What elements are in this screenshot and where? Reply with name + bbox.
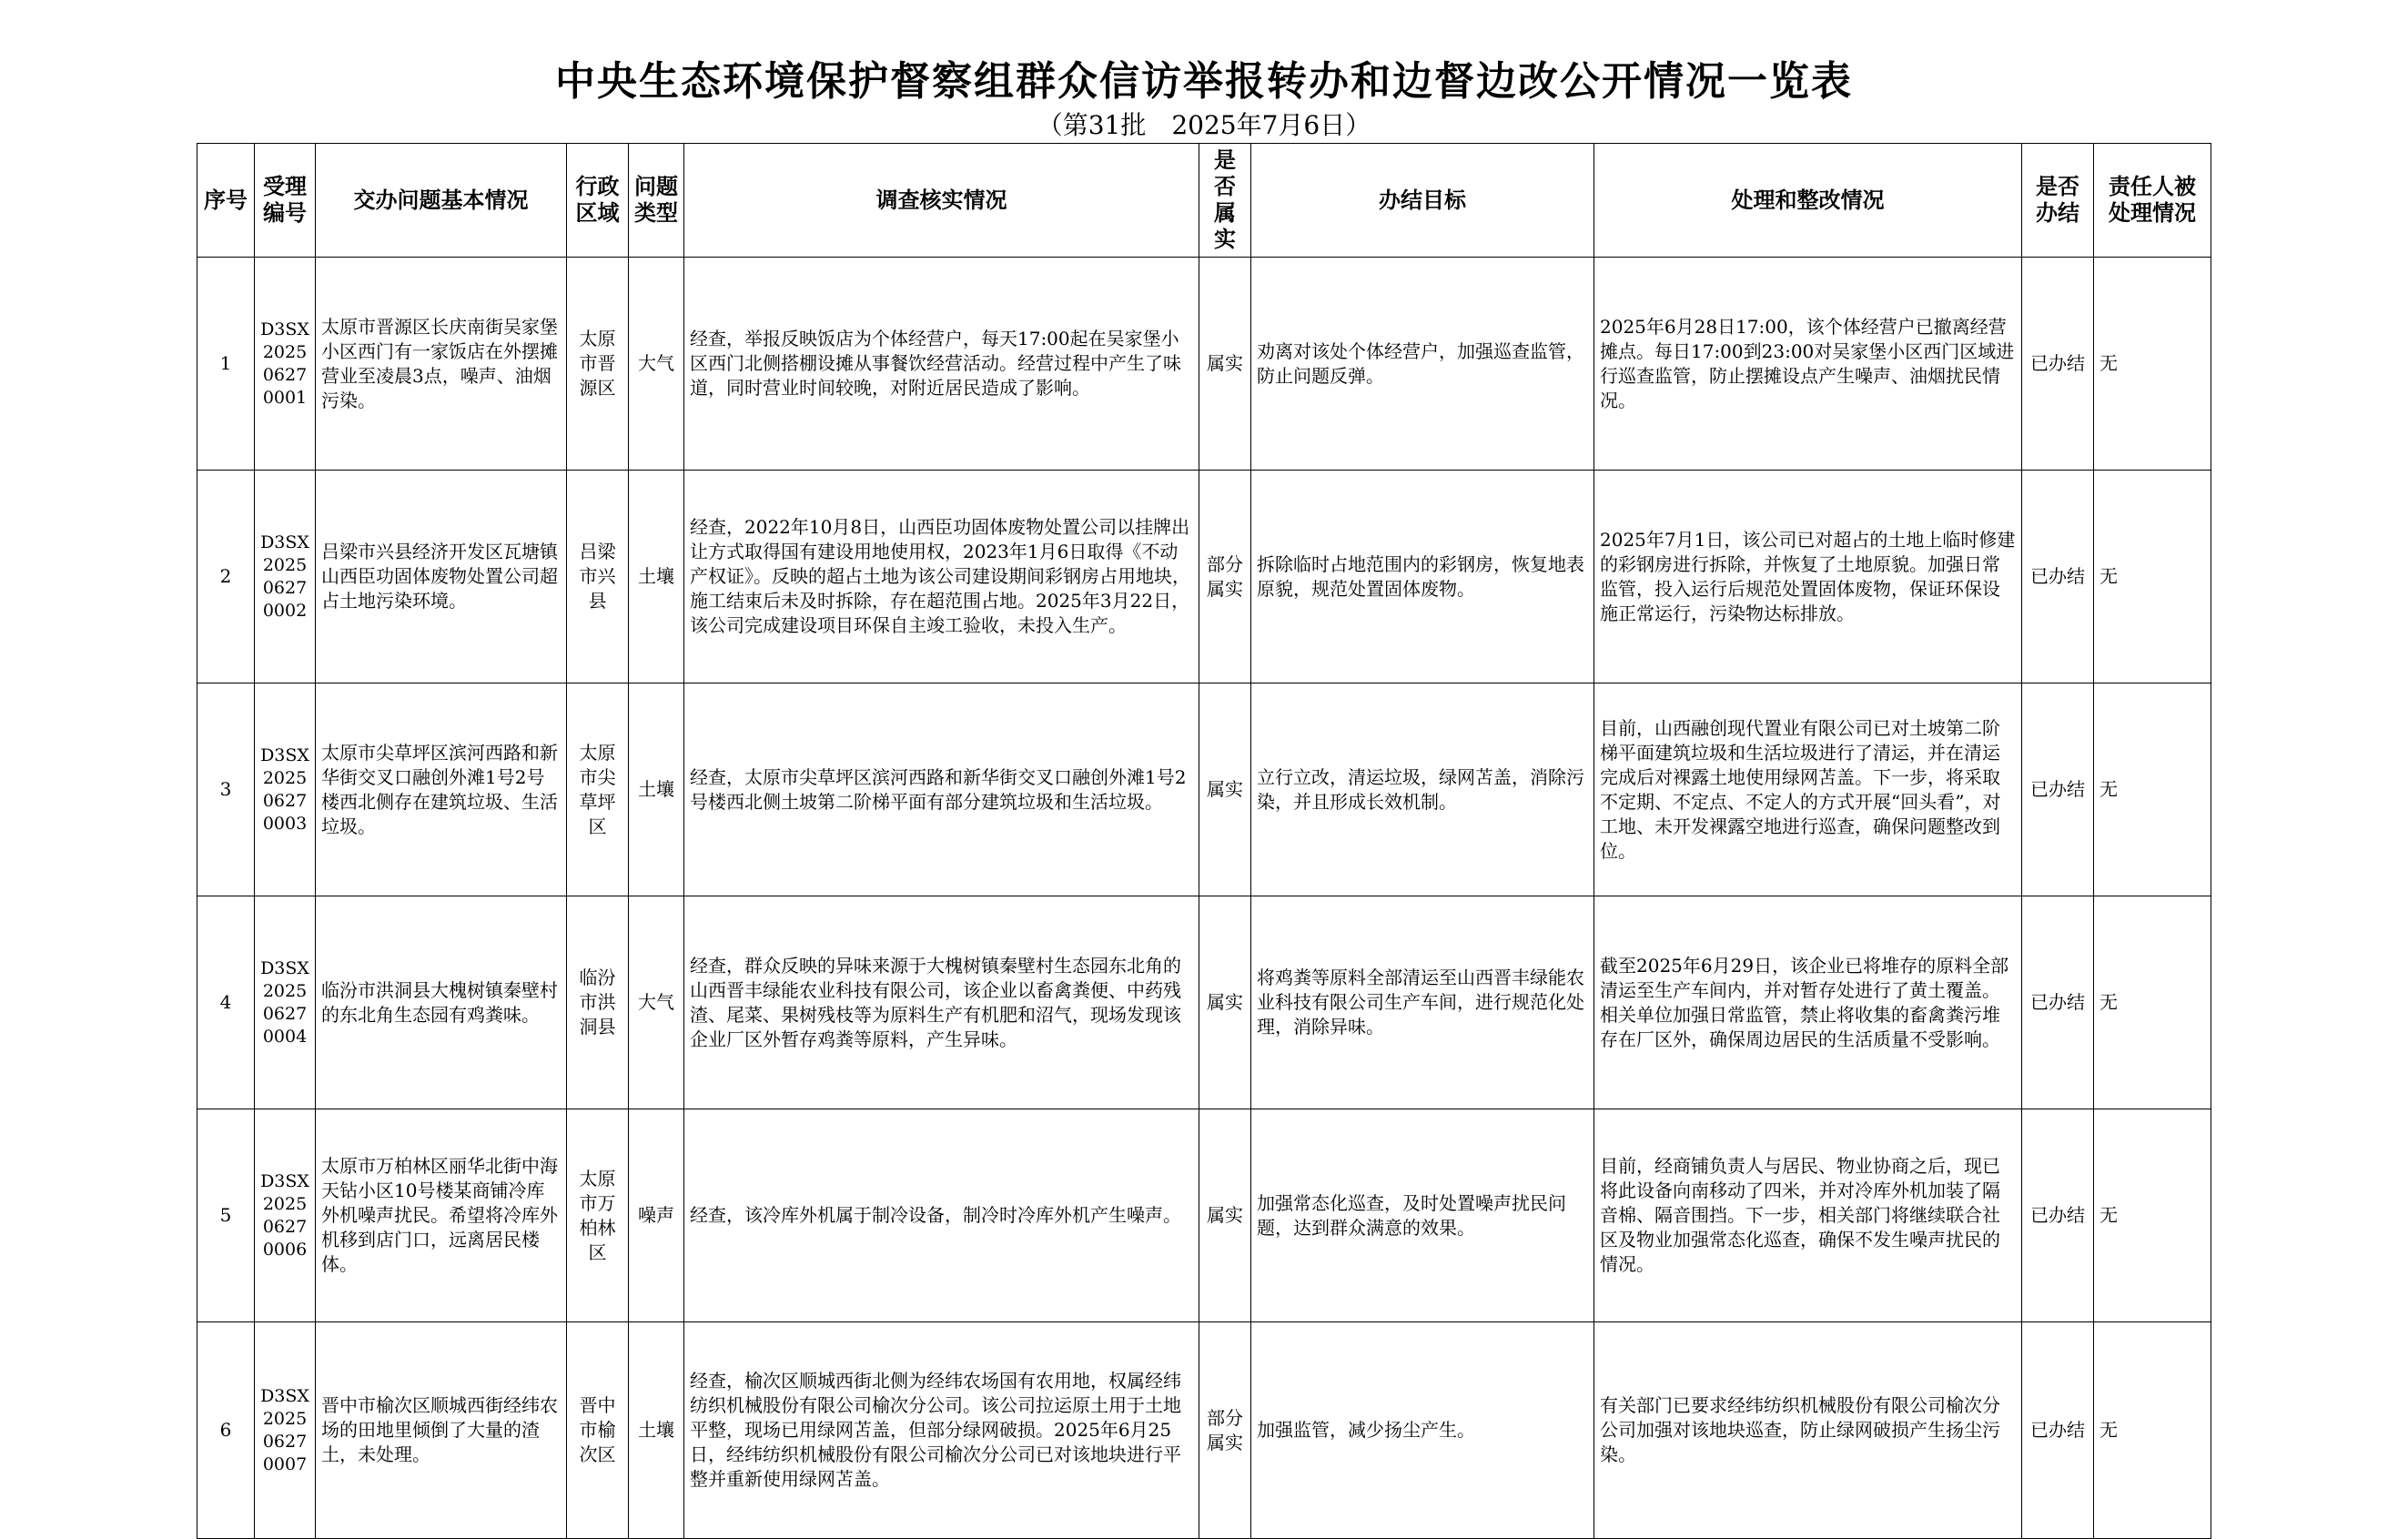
cell-receipt-no: D3SX202506270004 bbox=[255, 896, 316, 1109]
cell-type: 土壤 bbox=[629, 471, 684, 683]
cell-target: 加强常态化巡查，及时处置噪声扰民问题，达到群众满意的效果。 bbox=[1251, 1109, 1594, 1322]
cell-seq: 3 bbox=[197, 683, 255, 896]
cell-verified: 属实 bbox=[1199, 258, 1251, 471]
cell-type: 大气 bbox=[629, 896, 684, 1109]
cell-accountability: 无 bbox=[2094, 896, 2211, 1109]
header-receipt-no: 受理编号 bbox=[255, 144, 316, 258]
header-type: 问题类型 bbox=[629, 144, 684, 258]
cell-handling: 截至2025年6月29日，该企业已将堆存的原料全部清运至生产车间内，并对暂存处进行了黄土覆盖。相关单位加强日常监管，禁止将收集的畜禽粪污堆存在厂区外，确保周边居民的生活质量不受影响。 bbox=[1594, 896, 2022, 1109]
header-seq: 序号 bbox=[197, 144, 255, 258]
cell-issue: 太原市尖草坪区滨河西路和新华街交叉口融创外滩1号2号楼西北侧存在建筑垃圾、生活垃圾。 bbox=[316, 683, 567, 896]
cell-issue: 吕梁市兴县经济开发区瓦塘镇山西臣功固体废物处置公司超占土地污染环境。 bbox=[316, 471, 567, 683]
cell-accountability: 无 bbox=[2094, 683, 2211, 896]
cell-target: 加强监管，减少扬尘产生。 bbox=[1251, 1322, 1594, 1539]
cell-closed: 已办结 bbox=[2022, 896, 2094, 1109]
cell-seq: 2 bbox=[197, 471, 255, 683]
cell-issue: 太原市晋源区长庆南街吴家堡小区西门有一家饭店在外摆摊营业至凌晨3点，噪声、油烟污染。 bbox=[316, 258, 567, 471]
cell-receipt-no: D3SX202506270006 bbox=[255, 1109, 316, 1322]
cell-receipt-no: D3SX202506270007 bbox=[255, 1322, 316, 1539]
header-accountability: 责任人被处理情况 bbox=[2094, 144, 2211, 258]
cell-investigation: 经查，该冷库外机属于制冷设备，制冷时冷库外机产生噪声。 bbox=[684, 1109, 1199, 1322]
cell-region: 太原市尖草坪区 bbox=[567, 683, 629, 896]
table-row bbox=[197, 896, 2211, 1109]
cell-region: 临汾市洪洞县 bbox=[567, 896, 629, 1109]
cell-handling: 有关部门已要求经纬纺织机械股份有限公司榆次分公司加强对该地块巡查，防止绿网破损产生扬尘污染。 bbox=[1594, 1322, 2022, 1539]
table-row bbox=[197, 1109, 2211, 1322]
cell-verified: 部分属实 bbox=[1199, 471, 1251, 683]
cell-issue: 临汾市洪洞县大槐树镇秦壁村的东北角生态园有鸡粪味。 bbox=[316, 896, 567, 1109]
cell-region: 太原市万柏林区 bbox=[567, 1109, 629, 1322]
table-row bbox=[197, 258, 2211, 471]
cell-investigation: 经查，太原市尖草坪区滨河西路和新华街交叉口融创外滩1号2号楼西北侧土坡第二阶梯平面有部分建筑垃圾和生活垃圾。 bbox=[684, 683, 1199, 896]
header-region: 行政区域 bbox=[567, 144, 629, 258]
cell-accountability: 无 bbox=[2094, 471, 2211, 683]
cell-verified: 属实 bbox=[1199, 683, 1251, 896]
header-investigation: 调查核实情况 bbox=[684, 144, 1199, 258]
cell-region: 太原市晋源区 bbox=[567, 258, 629, 471]
cell-handling: 目前，经商铺负责人与居民、物业协商之后，现已将此设备向南移动了四米，并对冷库外机加装了隔音棉、隔音围挡。下一步，相关部门将继续联合社区及物业加强常态化巡查，确保不发生噪声扰民的情况。 bbox=[1594, 1109, 2022, 1322]
table-row bbox=[197, 1322, 2211, 1539]
header-issue: 交办问题基本情况 bbox=[316, 144, 567, 258]
cell-closed: 已办结 bbox=[2022, 1109, 2094, 1322]
cell-issue: 太原市万柏林区丽华北街中海天钻小区10号楼某商铺冷库外机噪声扰民。希望将冷库外机移到店门口，远离居民楼体。 bbox=[316, 1109, 567, 1322]
cell-seq: 6 bbox=[197, 1322, 255, 1539]
cell-accountability: 无 bbox=[2094, 1109, 2211, 1322]
cell-region: 吕梁市兴县 bbox=[567, 471, 629, 683]
cell-closed: 已办结 bbox=[2022, 258, 2094, 471]
cell-target: 立行立改，清运垃圾，绿网苫盖，消除污染，并且形成长效机制。 bbox=[1251, 683, 1594, 896]
cell-type: 噪声 bbox=[629, 1109, 684, 1322]
cell-seq: 4 bbox=[197, 896, 255, 1109]
cell-handling: 目前，山西融创现代置业有限公司已对土坡第二阶梯平面建筑垃圾和生活垃圾进行了清运，并在清运完成后对裸露土地使用绿网苫盖。下一步，将采取不定期、不定点、不定人的方式开展“回头看”，对工地、未开发裸露空地进行巡查，确保问题整改到位。 bbox=[1594, 683, 2022, 896]
cell-region: 晋中市榆次区 bbox=[567, 1322, 629, 1539]
header-closed: 是否办结 bbox=[2022, 144, 2094, 258]
cell-type: 土壤 bbox=[629, 683, 684, 896]
cell-handling: 2025年6月28日17:00，该个体经营户已撤离经营摊点。每日17:00到23:00对吴家堡小区西门区域进行巡查监管，防止摆摊设点产生噪声、油烟扰民情况。 bbox=[1594, 258, 2022, 471]
cell-receipt-no: D3SX202506270002 bbox=[255, 471, 316, 683]
table-row bbox=[197, 683, 2211, 896]
header-target: 办结目标 bbox=[1251, 144, 1594, 258]
cell-accountability: 无 bbox=[2094, 258, 2211, 471]
table-header-row bbox=[197, 144, 2211, 258]
cell-verified: 属实 bbox=[1199, 1109, 1251, 1322]
cell-investigation: 经查，榆次区顺城西街北侧为经纬农场国有农用地，权属经纬纺织机械股份有限公司榆次分公司。该公司拉运原土用于土地平整，现场已用绿网苫盖，但部分绿网破损。2025年6月25日，经纬纺织机械股份有限公司榆次分公司已对该地块进行平整并重新使用绿网苫盖。 bbox=[684, 1322, 1199, 1539]
cell-target: 劝离对该处个体经营户，加强巡查监管，防止问题反弹。 bbox=[1251, 258, 1594, 471]
cell-receipt-no: D3SX202506270001 bbox=[255, 258, 316, 471]
cell-receipt-no: D3SX202506270003 bbox=[255, 683, 316, 896]
cell-closed: 已办结 bbox=[2022, 683, 2094, 896]
page-subtitle: （第31批 2025年7月6日） bbox=[1037, 110, 1371, 140]
cell-target: 将鸡粪等原料全部清运至山西晋丰绿能农业科技有限公司生产车间，进行规范化处理，消除异味。 bbox=[1251, 896, 1594, 1109]
cell-seq: 5 bbox=[197, 1109, 255, 1322]
cell-type: 大气 bbox=[629, 258, 684, 471]
cell-closed: 已办结 bbox=[2022, 471, 2094, 683]
report-table bbox=[197, 143, 2211, 1539]
cell-type: 土壤 bbox=[629, 1322, 684, 1539]
cell-target: 拆除临时占地范围内的彩钢房，恢复地表原貌，规范处置固体废物。 bbox=[1251, 471, 1594, 683]
cell-verified: 属实 bbox=[1199, 896, 1251, 1109]
cell-issue: 晋中市榆次区顺城西街经纬农场的田地里倾倒了大量的渣土，未处理。 bbox=[316, 1322, 567, 1539]
cell-accountability: 无 bbox=[2094, 1322, 2211, 1539]
page-title: 中央生态环境保护督察组群众信访举报转办和边督边改公开情况一览表 bbox=[555, 58, 1853, 105]
cell-investigation: 经查，2022年10月8日，山西臣功固体废物处置公司以挂牌出让方式取得国有建设用地使用权，2023年1月6日取得《不动产权证》。反映的超占土地为该公司建设期间彩钢房占用地块，施工结束后未及时拆除，存在超范围占地。2025年3月22日，该公司完成建设项目环保自主竣工验收，未投入生产。 bbox=[684, 471, 1199, 683]
header-handling: 处理和整改情况 bbox=[1594, 144, 2022, 258]
header-verified: 是否属实 bbox=[1199, 144, 1251, 258]
cell-investigation: 经查，群众反映的异味来源于大槐树镇秦壁村生态园东北角的山西晋丰绿能农业科技有限公司，该企业以畜禽粪便、中药残渣、尾菜、果树残枝等为原料生产有机肥和沼气，现场发现该企业厂区外暂存鸡粪等原料，产生异味。 bbox=[684, 896, 1199, 1109]
cell-closed: 已办结 bbox=[2022, 1322, 2094, 1539]
cell-seq: 1 bbox=[197, 258, 255, 471]
table-row bbox=[197, 471, 2211, 683]
cell-handling: 2025年7月1日，该公司已对超占的土地上临时修建的彩钢房进行拆除，并恢复了土地原貌。加强日常监管，投入运行后规范处置固体废物，保证环保设施正常运行，污染物达标排放。 bbox=[1594, 471, 2022, 683]
cell-investigation: 经查，举报反映饭店为个体经营户，每天17:00起在吴家堡小区西门北侧搭棚设摊从事餐饮经营活动。经营过程中产生了味道，同时营业时间较晚，对附近居民造成了影响。 bbox=[684, 258, 1199, 471]
cell-verified: 部分属实 bbox=[1199, 1322, 1251, 1539]
